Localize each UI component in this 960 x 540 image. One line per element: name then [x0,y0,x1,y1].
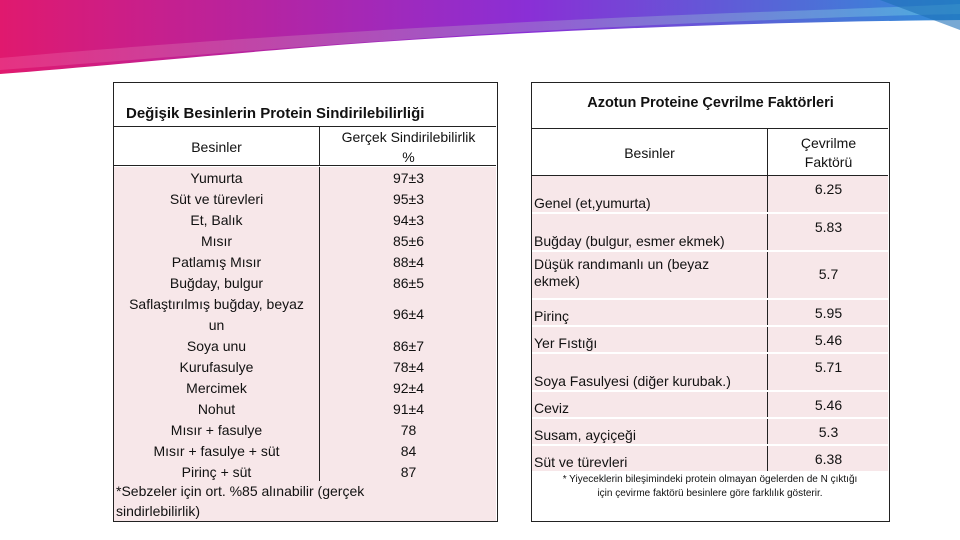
footnote-line1: *Sebzeler için ort. %85 alınabilir (gerçek [116,483,365,499]
digestibility-value: 87 [400,464,417,480]
header-factor-line2: Faktörü [804,154,853,170]
food-name: Soya unu [186,338,247,354]
conversion-header-row [532,128,888,176]
digestibility-value: 91±4 [392,401,425,417]
food-name: Pirinç [534,308,570,324]
digestibility-panel [113,82,498,522]
digestibility-value: 95±3 [392,191,425,207]
food-name: Buğday (bulgur, esmer ekmek) [534,233,725,249]
table-row [532,252,888,300]
digestibility-title: Değişik Besinlerin Protein Sindirilebilirliği [126,105,425,122]
table-row [114,293,496,335]
food-name-cont: un [208,317,225,333]
food-name: Soya Fasulyesi (diğer kurubak.) [534,373,731,389]
conversion-factor: 5.46 [814,332,843,348]
table-row [532,327,888,354]
header-value-line1: Gerçek Sindirilebilirlik [341,129,476,145]
digestibility-value: 97±3 [392,170,425,186]
note-line1: * Yiyeceklerin bileşimindeki protein olmayan ögelerden de N çıktığı [562,474,858,485]
conversion-factor: 6.25 [814,181,843,197]
table-row [532,214,888,252]
digestibility-value: 96±4 [392,306,425,322]
food-name: Nohut [197,401,236,417]
digestibility-value: 78 [400,422,417,438]
conversion-factor: 5.83 [814,219,843,235]
table-row [532,300,888,327]
table-row [114,209,496,230]
digestibility-value: 85±6 [392,233,425,249]
conversion-factor: 5.7 [818,266,839,282]
food-name: Kurufasulye [179,359,254,375]
header-food: Besinler [191,139,242,155]
conversion-title: Azotun Proteine Çevrilme Faktörleri [587,95,834,111]
header-factor-line1: Çevrilme [800,135,857,151]
header-banner [0,0,960,80]
table-row [532,446,888,473]
digestibility-value: 86±7 [392,338,425,354]
header-value-line2: % [402,149,415,165]
table-row [114,419,496,440]
conversion-factor: 5.3 [818,424,839,440]
food-name: Susam, ayçiçeği [534,427,636,443]
table-row [114,272,496,293]
table-row [114,398,496,419]
food-name: Buğday, bulgur [169,275,264,291]
table-row [532,419,888,446]
conversion-factor: 6.38 [814,451,843,467]
table-row [114,440,496,461]
table-row [532,392,888,419]
table-row [114,167,496,188]
food-name: Yer Fıstığı [534,335,598,351]
food-name: Ceviz [534,400,570,416]
table-row [114,251,496,272]
table-row [114,377,496,398]
table-header-row [114,126,496,166]
food-name: Pirinç + süt [181,464,252,480]
table-row [114,335,496,356]
food-name: Patlamış Mısır [171,254,262,270]
table-row [114,230,496,251]
digestibility-value: 86±5 [392,275,425,291]
digestibility-value: 78±4 [392,359,425,375]
conversion-factor: 5.71 [814,359,843,375]
header-food: Besinler [624,145,675,161]
food-name: Et, Balık [190,212,243,228]
digestibility-value: 94±3 [392,212,425,228]
digestibility-value: 84 [400,443,417,459]
footnote-line2: sindirlebilirlik) [116,503,201,519]
food-name: Süt ve türevleri [534,454,628,470]
food-name: Yumurta [190,170,243,186]
food-name: Genel (et,yumurta) [534,195,651,211]
conversion-factor: 5.95 [814,305,843,321]
table-row [114,461,496,482]
conversion-panel [531,82,890,522]
conversion-factor: 5.46 [814,397,843,413]
table-row [114,188,496,209]
food-name: Düşük randımanlı un (beyaz [534,256,710,272]
food-name: Mısır + fasulye + süt [153,443,280,459]
digestibility-value: 88±4 [392,254,425,270]
food-name: Süt ve türevleri [169,191,264,207]
note-line2: için çevirme faktörü besinlere göre farklılık gösterir. [597,488,823,499]
food-name: Mısır + fasulye [170,422,263,438]
food-name-cont: ekmek) [534,273,580,289]
table-row [532,176,888,214]
conversion-note [532,473,888,501]
table-row [114,356,496,377]
food-name: Mısır [200,233,233,249]
digestibility-footnote [114,481,496,521]
food-name: Mercimek [186,380,247,396]
table-row [532,354,888,392]
food-name: Saflaştırılmış buğday, beyaz [129,296,304,312]
digestibility-value: 92±4 [392,380,425,396]
